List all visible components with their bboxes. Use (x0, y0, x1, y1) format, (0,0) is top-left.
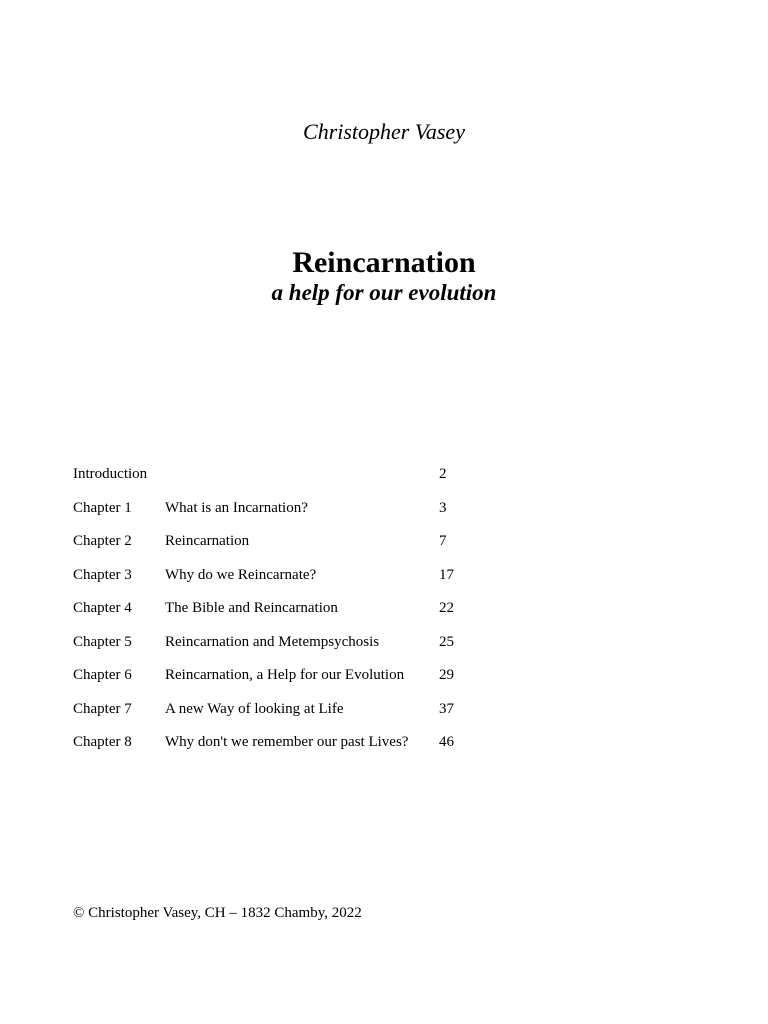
toc-entry-title: The Bible and Reincarnation (165, 600, 338, 616)
author-name: Christopher Vasey (303, 119, 465, 144)
toc-entry-label: Chapter 6 (73, 667, 132, 683)
toc-entry-label: Chapter 1 (73, 499, 132, 516)
toc-entry-chapter-2 (73, 531, 493, 565)
toc-entry-chapter-3 (73, 565, 493, 599)
toc-entry-page: 29 (439, 667, 454, 683)
toc-entry-label: Chapter 4 (73, 600, 132, 616)
toc-entry-chapter-6 (73, 665, 493, 699)
toc-entry-label: Chapter 2 (73, 533, 132, 549)
toc-entry-chapter-7 (73, 699, 493, 733)
toc-entry-label: Introduction (73, 466, 148, 482)
book-subtitle: a help for our evolution (271, 280, 497, 305)
toc-entry-title: A new Way of looking at Life (165, 700, 344, 717)
table-of-contents (73, 464, 493, 766)
toc-entry-page: 2 (439, 466, 447, 482)
toc-entry-introduction (73, 464, 493, 498)
toc-entry-label: Chapter 3 (73, 566, 132, 583)
toc-entry-title: Why don't we remember our past Lives? (165, 734, 409, 750)
book-title: Reincarnation (292, 246, 476, 279)
toc-entry-page: 22 (439, 600, 454, 616)
toc-entry-label: Chapter 7 (73, 700, 132, 717)
toc-entry-chapter-1 (73, 498, 493, 532)
toc-entry-page: 46 (439, 734, 454, 750)
toc-entry-title: Reincarnation (165, 533, 250, 549)
toc-entry-page: 17 (439, 566, 454, 583)
toc-entry-label: Chapter 5 (73, 633, 132, 650)
toc-entry-title: Reincarnation and Metempsychosis (165, 633, 380, 650)
toc-entry-label: Chapter 8 (73, 734, 132, 750)
copyright-notice: © Christopher Vasey, CH – 1832 Chamby, 2022 (73, 905, 362, 921)
toc-entry-page: 37 (439, 700, 454, 717)
toc-entry-page: 25 (439, 633, 454, 650)
toc-entry-page: 3 (439, 499, 447, 516)
toc-entry-title: Why do we Reincarnate? (165, 566, 317, 583)
toc-entry-chapter-8 (73, 732, 493, 766)
toc-entry-chapter-5 (73, 632, 493, 666)
toc-entry-title: What is an Incarnation? (165, 499, 308, 516)
toc-entry-chapter-4 (73, 598, 493, 632)
toc-entry-page: 7 (439, 533, 447, 549)
toc-entry-title: Reincarnation, a Help for our Evolution (165, 667, 405, 683)
